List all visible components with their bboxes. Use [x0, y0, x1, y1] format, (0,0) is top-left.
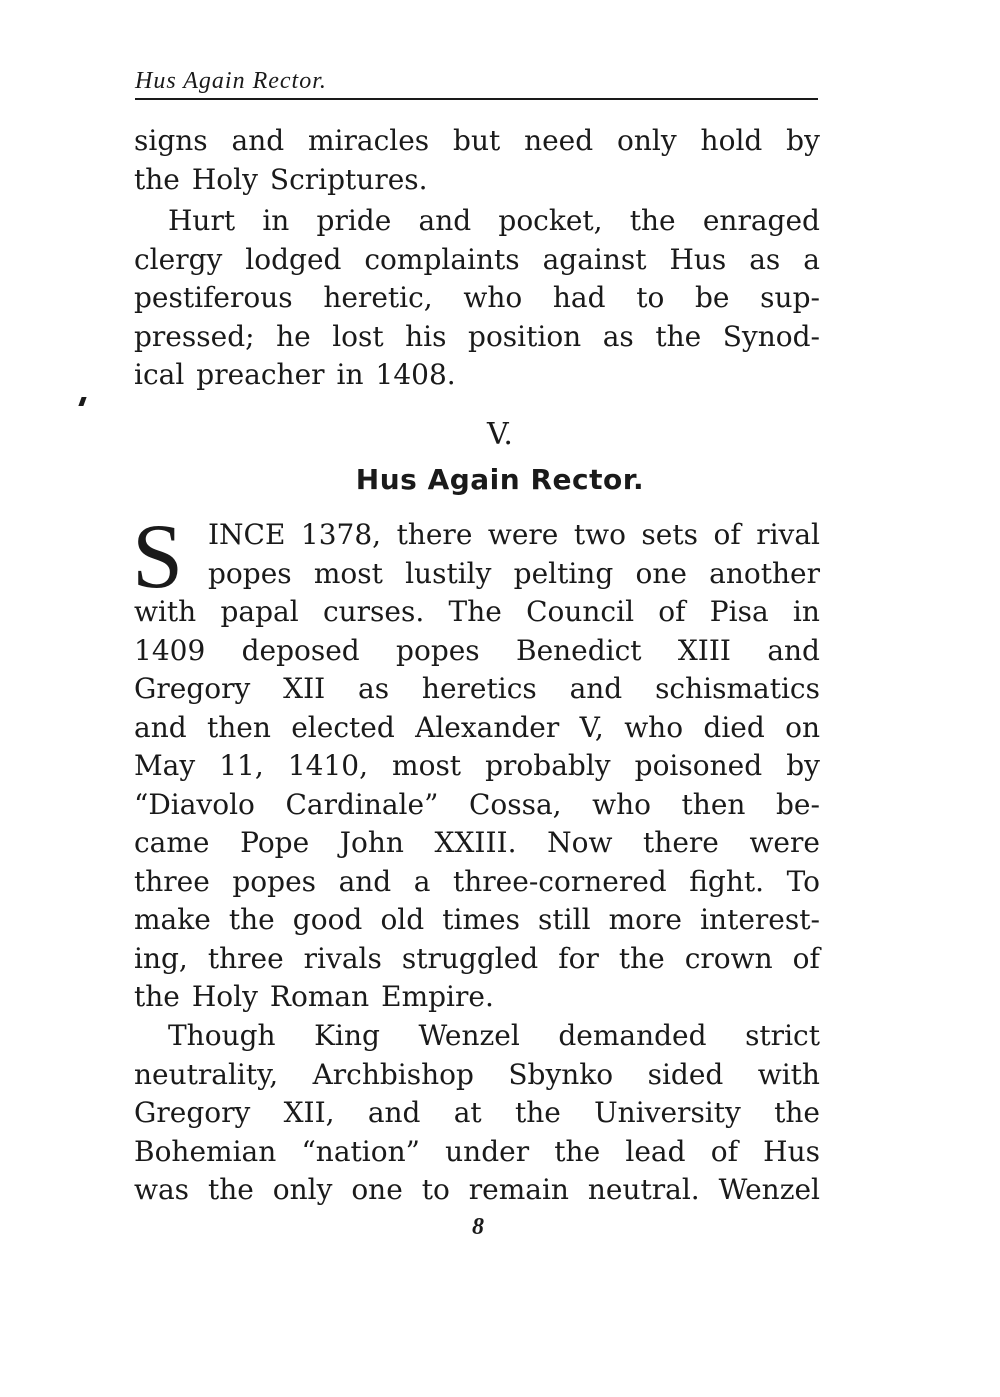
word: Holy: [191, 980, 258, 1013]
word: the: [655, 319, 702, 353]
word: rivals: [303, 941, 382, 975]
text-line: [134, 1133, 820, 1172]
word: pressed;: [134, 319, 255, 353]
word: 1409: [134, 633, 206, 667]
word: on: [785, 710, 820, 744]
word: curses.: [322, 595, 425, 628]
drop-cap: S: [132, 505, 184, 607]
paragraph-continuation: [134, 122, 820, 199]
word: still: [538, 903, 591, 936]
word: under: [445, 1134, 530, 1168]
word: with: [134, 595, 197, 628]
text-line: [134, 1056, 820, 1095]
word: in: [792, 595, 820, 628]
word: heretics: [421, 672, 537, 705]
word: there: [396, 518, 473, 551]
word: the: [554, 1134, 601, 1168]
text-line: [134, 356, 820, 395]
word: sided: [647, 1057, 724, 1091]
word: as: [602, 319, 634, 353]
word: sup-: [760, 281, 820, 314]
text-line: [134, 978, 820, 1017]
word: and: [367, 1096, 421, 1129]
word: by: [786, 749, 820, 782]
word: “Diavolo: [134, 787, 255, 821]
word: as: [749, 242, 781, 276]
word: pelting: [513, 556, 614, 590]
text-line: [134, 555, 820, 594]
text-line: [134, 632, 820, 671]
running-head: Hus Again Rector.: [135, 68, 327, 94]
word: in: [262, 204, 290, 237]
word: the: [134, 980, 180, 1013]
word: Cardinale”: [285, 787, 439, 821]
text-line: [134, 279, 820, 318]
word: most: [313, 556, 383, 590]
word: and: [767, 633, 820, 667]
text-line: [134, 593, 820, 632]
paragraph-neutrality: [134, 1017, 820, 1210]
word: Pope: [240, 826, 310, 859]
text-line: [134, 670, 820, 709]
word: of: [710, 1134, 738, 1168]
text-line: [134, 318, 820, 357]
word: XII,: [283, 1096, 335, 1129]
word: and: [418, 204, 472, 237]
word: one: [635, 556, 687, 590]
paragraph-rival-popes: [132, 505, 820, 1017]
word: Wenzel: [418, 1019, 520, 1052]
word: to: [421, 1173, 450, 1206]
word: most: [392, 749, 462, 782]
word: times: [442, 903, 520, 936]
word: Scriptures.: [269, 162, 428, 196]
word: by: [786, 124, 820, 157]
text-line: [134, 1171, 820, 1210]
word: Gregory: [134, 1096, 251, 1129]
word: there: [643, 826, 719, 859]
text-line: [134, 1017, 820, 1056]
word: fight.: [689, 864, 765, 898]
word: Gregory: [134, 672, 251, 705]
word: “nation”: [301, 1134, 420, 1168]
word: The: [448, 595, 502, 628]
word: old: [380, 903, 425, 936]
word: elected: [291, 710, 395, 744]
word: and: [338, 864, 392, 898]
word: a: [803, 242, 820, 276]
word: Alexander: [415, 710, 560, 744]
word: three: [207, 941, 284, 975]
word: enraged: [702, 204, 820, 237]
word: Hus: [669, 242, 727, 276]
word: more: [608, 903, 682, 936]
word: V,: [579, 710, 604, 744]
word: XII: [283, 672, 326, 705]
section-title: Hus Again Rector.: [355, 463, 645, 496]
word: King: [314, 1019, 380, 1052]
word: University: [594, 1096, 741, 1129]
word: complaints: [364, 242, 520, 276]
word: hold: [700, 124, 763, 157]
word: and: [569, 672, 623, 705]
word: need: [524, 124, 594, 157]
text-line: [134, 786, 820, 825]
word: Hus: [763, 1134, 820, 1168]
word: were: [487, 518, 559, 551]
word: signs: [134, 124, 208, 157]
word: another: [709, 556, 820, 590]
text-line: [134, 940, 820, 979]
word: the: [618, 941, 665, 975]
word: clergy: [134, 242, 223, 276]
word: Council: [526, 595, 635, 628]
word: sets: [641, 518, 698, 551]
word: with: [757, 1057, 820, 1091]
word: Archbishop: [312, 1057, 474, 1091]
stray-mark: [78, 397, 86, 406]
word: heretic,: [323, 281, 433, 314]
word: and: [231, 124, 285, 157]
word: lead: [625, 1134, 686, 1168]
word: popes: [396, 633, 480, 667]
text-line: [134, 747, 820, 786]
word: of: [792, 941, 820, 975]
word: 1378,: [300, 518, 382, 551]
word: only: [617, 124, 677, 157]
word: then: [681, 787, 746, 821]
word: three-cornered: [453, 864, 667, 898]
word: who: [624, 710, 684, 744]
word: 11,: [219, 749, 264, 782]
word: 1410,: [287, 749, 368, 782]
word: Holy: [191, 162, 258, 196]
word: the: [514, 1096, 561, 1129]
text-line: [134, 516, 820, 555]
word: two: [573, 518, 626, 551]
word: pocket,: [498, 204, 603, 237]
word: 1408.: [375, 358, 456, 391]
word: remain: [468, 1173, 569, 1206]
word: Roman: [269, 980, 370, 1013]
word: interest-: [700, 903, 820, 936]
text-line: [134, 202, 820, 241]
word: papal: [220, 595, 299, 628]
word: Sbynko: [508, 1057, 614, 1091]
word: INCE: [208, 518, 286, 551]
word: ical: [134, 358, 185, 391]
word: lodged: [245, 242, 342, 276]
word: XXIII.: [434, 826, 517, 859]
word: struggled: [401, 941, 539, 975]
word: the: [629, 204, 676, 237]
word: his: [405, 319, 447, 353]
word: crown: [684, 941, 773, 975]
word: the: [134, 162, 180, 196]
word: of: [713, 518, 741, 551]
word: of: [658, 595, 686, 628]
paragraph-clergy-complaints: [134, 202, 820, 395]
word: position: [468, 319, 582, 353]
word: one: [351, 1173, 403, 1206]
word: who: [463, 281, 523, 314]
word: ing,: [134, 941, 188, 975]
word: popes: [232, 864, 317, 898]
word: neutral.: [587, 1173, 700, 1206]
word: XIII: [677, 633, 731, 667]
word: Synod-: [722, 319, 820, 353]
word: the: [774, 1096, 820, 1129]
text-line: [134, 122, 820, 161]
word: but: [453, 124, 501, 157]
word: the: [207, 1173, 254, 1206]
word: schismatics: [655, 672, 820, 705]
text-line: [134, 863, 820, 902]
word: miracles: [308, 124, 430, 157]
word: To: [786, 864, 820, 898]
word: make: [134, 903, 211, 936]
header-rule: [135, 98, 818, 100]
word: be: [695, 281, 730, 314]
word: lustily: [405, 556, 492, 590]
word: rival: [756, 518, 820, 551]
word: and: [134, 710, 187, 744]
word: who: [592, 787, 651, 821]
word: neutrality,: [134, 1057, 279, 1091]
word: to: [636, 281, 665, 314]
word: for: [558, 941, 599, 975]
section-number: V.: [487, 417, 513, 452]
text-line: [134, 709, 820, 748]
text-line: [134, 161, 820, 200]
word: poisoned: [634, 749, 763, 782]
word: strict: [745, 1019, 820, 1052]
word: Cossa,: [468, 787, 562, 821]
word: came: [134, 826, 210, 859]
word: lost: [332, 319, 384, 353]
word: Bohemian: [134, 1134, 277, 1168]
word: May: [134, 749, 196, 782]
word: Empire.: [381, 980, 494, 1013]
page-number: 8: [472, 1214, 484, 1240]
word: popes: [208, 556, 292, 590]
word: three: [134, 864, 210, 898]
word: only: [272, 1173, 333, 1206]
word: then: [207, 710, 271, 744]
text-line: [134, 1094, 820, 1133]
word: good: [292, 903, 363, 936]
word: John: [339, 826, 404, 859]
word: he: [276, 319, 311, 353]
word: probably: [485, 749, 611, 782]
word: Wenzel: [718, 1173, 820, 1206]
word: preacher: [196, 358, 325, 391]
word: deposed: [241, 633, 360, 667]
word: the: [228, 903, 275, 936]
text-line: [134, 824, 820, 863]
word: in: [336, 358, 364, 391]
word: pestiferous: [134, 281, 293, 314]
word: a: [413, 864, 431, 898]
word: pride: [316, 204, 392, 237]
word: was: [134, 1173, 190, 1206]
word: Now: [547, 826, 613, 859]
word: died: [703, 710, 765, 744]
word: were: [749, 826, 820, 859]
word: Though: [168, 1019, 276, 1052]
word: Pisa: [709, 595, 769, 628]
text-line: [134, 241, 820, 280]
word: Benedict: [516, 633, 642, 667]
text-line: [134, 901, 820, 940]
word: be-: [775, 787, 820, 821]
word: Hurt: [168, 204, 236, 237]
word: had: [552, 281, 606, 314]
word: as: [358, 672, 390, 705]
word: at: [453, 1096, 482, 1129]
word: against: [542, 242, 647, 276]
word: demanded: [558, 1019, 707, 1052]
